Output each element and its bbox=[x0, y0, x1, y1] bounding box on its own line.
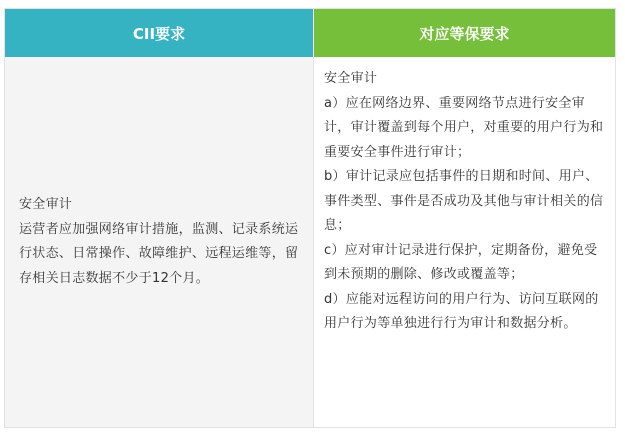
header-mlps-requirement: 对应等保要求 bbox=[314, 9, 615, 57]
header-cii-requirement: CII要求 bbox=[5, 9, 314, 57]
mlps-item-b: b）审计记录应包括事件的日期和时间、用户、事件类型、事件是否成功及其他与审计相关的信息； bbox=[324, 169, 604, 233]
mlps-item-a: a）应在网络边界、重要网络节点进行安全审计，审计覆盖到每个用户，对重要的用户行为和重要安全事件进行审计； bbox=[324, 95, 604, 160]
mlps-item-d: d）应能对远程访问的用户行为、访问互联网的用户行为等单独进行行为审计和数据分析。 bbox=[324, 291, 599, 331]
cii-cell-title: 安全审计 bbox=[19, 197, 73, 212]
cii-cell-text: 运营者应加强网络审计措施，监测、记录系统运行状态、日常操作、故障维护、远程运维等，留存相关日志数据不少于12个月。 bbox=[19, 221, 299, 286]
mlps-cell-title: 安全审计 bbox=[324, 71, 378, 86]
mlps-requirement-cell bbox=[314, 57, 615, 427]
table-row bbox=[5, 57, 615, 427]
requirements-table bbox=[4, 8, 616, 428]
table-header bbox=[5, 9, 615, 57]
mlps-item-c: c）应对审计记录进行保护，定期备份，避免受到未预期的删除、修改或覆盖等； bbox=[324, 242, 598, 282]
cii-requirement-cell bbox=[5, 57, 314, 427]
